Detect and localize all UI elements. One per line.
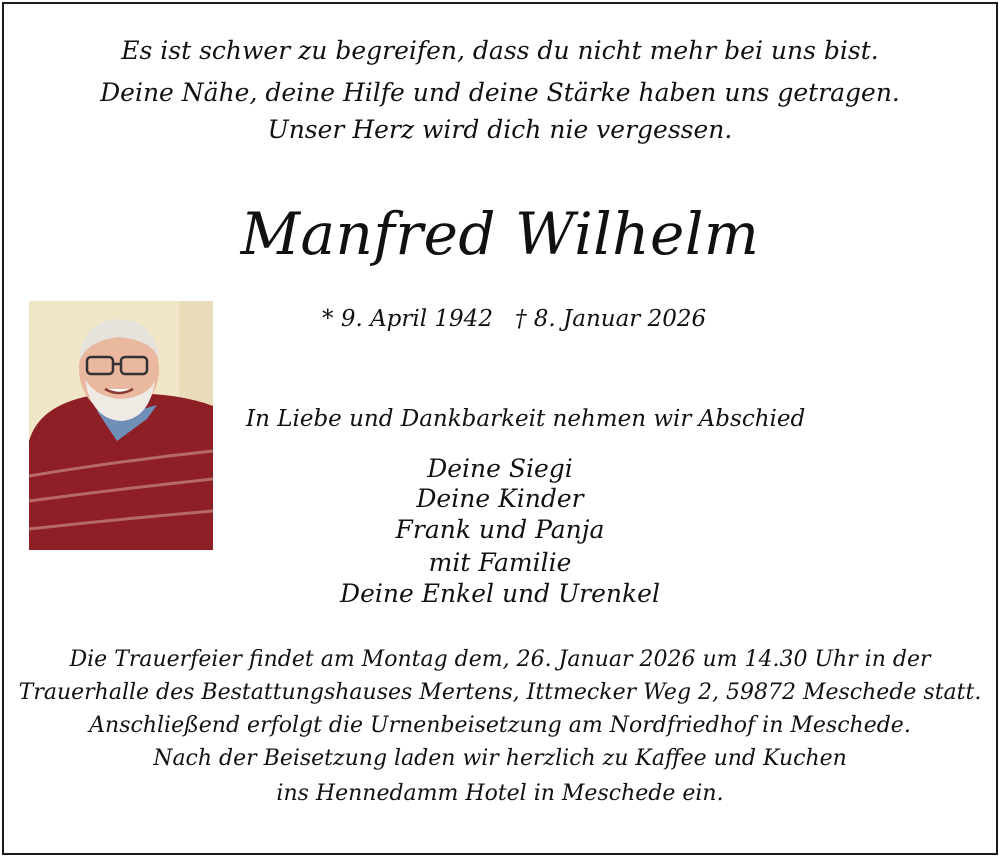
- service-info-line: ins Hennedamm Hotel in Meschede ein.: [276, 781, 724, 806]
- intro-line-2: Deine Nähe, deine Hilfe und deine Stärke haben uns getragen.: [100, 78, 900, 107]
- intro-line-1: Es ist schwer zu begreifen, dass du nicht mehr bei uns bist.: [121, 36, 879, 65]
- mourner-line: Frank und Panja: [395, 515, 605, 544]
- service-info-line: Anschließend erfolgt die Urnenbeisetzung am Nordfriedhof in Meschede.: [89, 713, 911, 738]
- deceased-name: Manfred Wilhelm: [240, 200, 760, 268]
- death-date: 8. Januar 2026: [533, 306, 707, 332]
- farewell-text: In Liebe und Dankbarkeit nehmen wir Abschied: [246, 406, 806, 432]
- life-dates: [322, 306, 706, 332]
- intro-line-3: Unser Herz wird dich nie vergessen.: [267, 115, 733, 144]
- mourner-line: Deine Enkel und Urenkel: [340, 579, 660, 608]
- birth-date: 9. April 1942: [340, 306, 493, 332]
- mourner-line: Deine Siegi: [427, 454, 573, 483]
- service-info-line: Nach der Beisetzung laden wir herzlich zu Kaffee und Kuchen: [153, 746, 847, 771]
- death-cross-symbol: †: [514, 306, 527, 332]
- mourner-line: mit Familie: [428, 548, 572, 577]
- birth-symbol: *: [322, 306, 334, 332]
- service-info-line: Die Trauerfeier findet am Montag dem, 26. Januar 2026 um 14.30 Uhr in der: [69, 647, 931, 672]
- portrait-photo: [29, 301, 213, 550]
- service-info-line: Trauerhalle des Bestattungshauses Mertens, Ittmecker Weg 2, 59872 Meschede statt.: [18, 680, 982, 705]
- mourner-line: Deine Kinder: [416, 484, 584, 513]
